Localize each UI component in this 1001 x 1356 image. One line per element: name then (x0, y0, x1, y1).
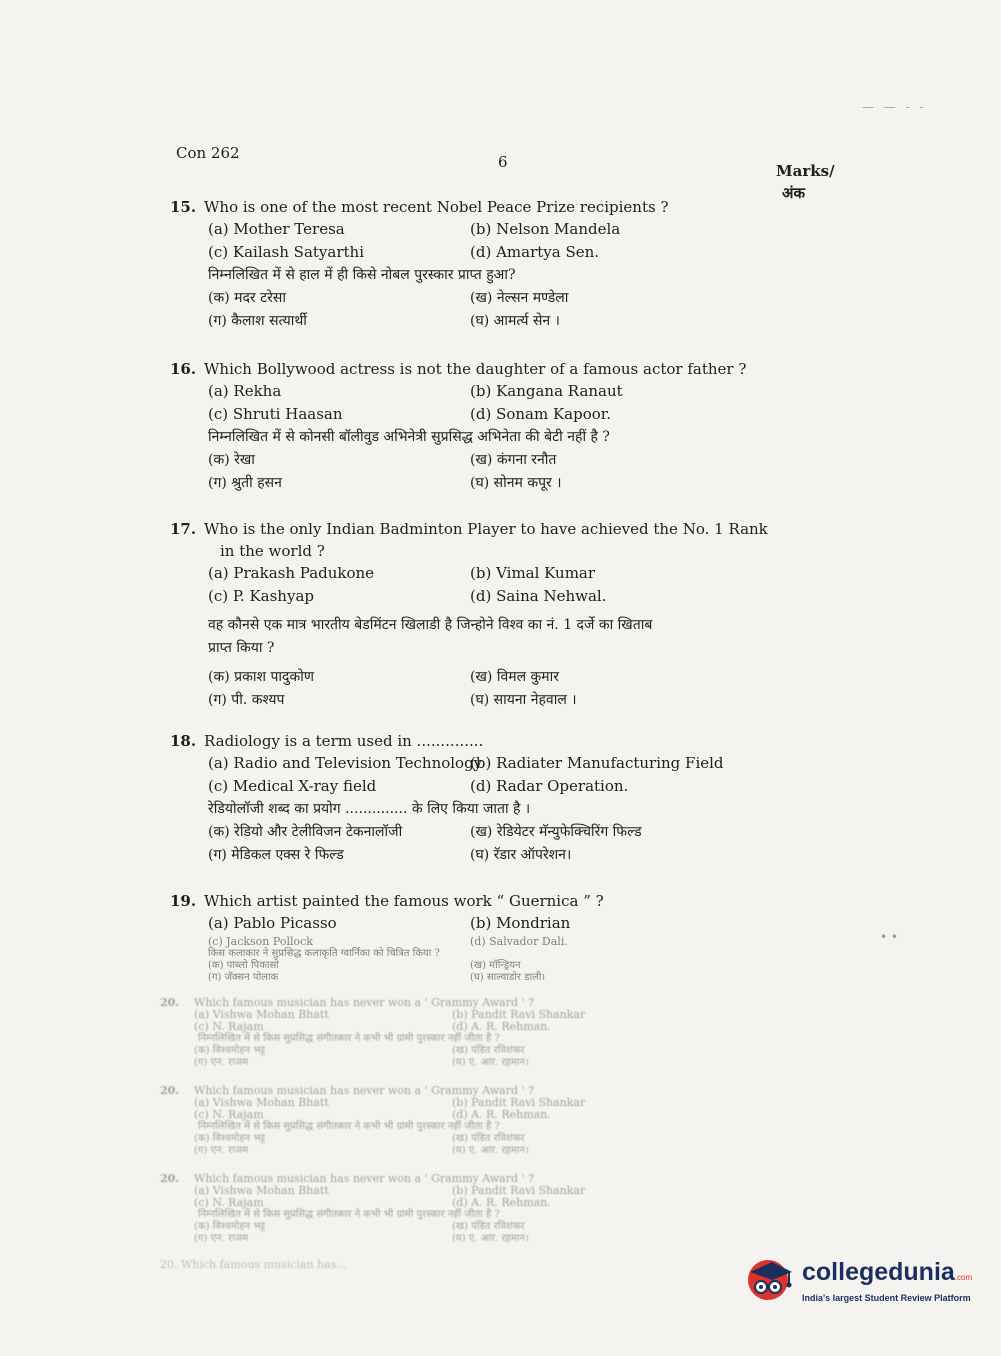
question-15 (170, 196, 770, 333)
option-ka: (क) विश्वमोहन भट्ट (194, 1045, 266, 1056)
option-a: (a) Vishwa Mohan Bhatt (194, 1184, 329, 1197)
option-d: (d) A. R. Rehman. (452, 1020, 551, 1033)
option-ga: (ग) पी. कश्यप (208, 692, 285, 708)
question-text: Who is one of the most recent Nobel Peace Prize recipients ? (204, 198, 669, 216)
logo-tagline: India's largest Student Review Platform (802, 1293, 971, 1303)
option-gha: (घ) सोनम कपूर । (470, 475, 562, 491)
option-ka: (क) रेखा (208, 452, 255, 468)
question-20-faded-3 (160, 1172, 760, 1245)
option-d: (d) Amartya Sen. (470, 243, 600, 261)
option-b: (b) Pandit Ravi Shankar (452, 1184, 586, 1197)
collegedunia-mascot-icon (742, 1254, 796, 1308)
option-b: (b) Mondrian (470, 914, 571, 932)
collegedunia-logo[interactable] (742, 1250, 972, 1312)
option-d: (d) Salvador Dali. (470, 935, 568, 948)
option-gha: (घ) ए. आर. रहमान। (452, 1145, 529, 1156)
question-text: Radiology is a term used in .............. (204, 732, 484, 750)
option-ga: (ग) कैलाश सत्यार्थी (208, 313, 307, 329)
scan-mark: — — - - (862, 100, 927, 114)
question-text: Which famous musician has never won a ' Grammy Award ' ? (194, 1084, 534, 1097)
question-text: Which famous musician has never won a ' Grammy Award ' ? (194, 1172, 534, 1185)
question-number: 18. (170, 732, 197, 750)
option-c: (c) N. Rajam (194, 1108, 264, 1121)
question-17 (170, 518, 770, 712)
option-b: (b) Pandit Ravi Shankar (452, 1008, 586, 1021)
option-gha: (घ) सायना नेहवाल । (470, 692, 577, 708)
logo-name: collegedunia (802, 1258, 955, 1286)
option-ka: (क) मदर टरेसा (208, 290, 286, 306)
option-a: (a) Prakash Padukone (208, 564, 375, 582)
logo-com: .com (954, 1273, 973, 1282)
option-ka: (क) विश्वमोहन भट्ट (194, 1133, 266, 1144)
question-text-hindi: वह कौनसे एक मात्र भारतीय बेडमिंटन खिलाडी है जिन्होने विश्व का नं. 1 दर्जे का खिताब (208, 617, 653, 633)
option-d: (d) Sonam Kapoor. (470, 405, 612, 423)
question-number: 20. (160, 996, 180, 1009)
question-text-hindi: निम्नलिखित में से किस सुप्रसिद्ध संगीतकार ने कभी भी ग्रामी पुरस्कार नहीं जीता है ? (198, 1121, 500, 1132)
question-text-hindi: निम्नलिखित में से कोनसी बॉलीवुड अभिनेत्री सुप्रसिद्ध अभिनेता की बेटी नहीं है ? (208, 429, 610, 445)
question-number: 20. (160, 1084, 180, 1097)
question-text-hindi-continued: प्राप्त किया ? (208, 640, 275, 656)
question-18 (170, 730, 770, 867)
question-text: Which famous musician has never won a ' Grammy Award ' ? (194, 996, 534, 1009)
option-ga: (ग) एन. राजम (194, 1233, 249, 1244)
option-a: (a) Pablo Picasso (208, 914, 337, 932)
option-c: (c) Kailash Satyarthi (208, 243, 365, 261)
option-gha: (घ) साल्वाडोर डाली। (470, 972, 546, 983)
option-kha: (ख) पंडित रविशंकर (452, 1133, 525, 1144)
option-ga: (ग) एन. राजम (194, 1057, 249, 1068)
question-number: 20. (160, 1172, 180, 1185)
option-kha: (ख) रेडियेटर मॅन्युफेक्चिरिंग फिल्ड (470, 824, 642, 840)
option-b: (b) Radiater Manufacturing Field (470, 754, 724, 772)
option-a: (a) Radio and Television Technology (208, 754, 483, 772)
option-ka: (क) विश्वमोहन भट्ट (194, 1221, 266, 1232)
marks-label-hi: अंक (782, 184, 805, 202)
option-d: (d) A. R. Rehman. (452, 1196, 551, 1209)
scan-mark: • • (880, 930, 898, 944)
option-b: (b) Pandit Ravi Shankar (452, 1096, 586, 1109)
option-ga: (ग) श्रुती हसन (208, 475, 282, 491)
page-number: 6 (498, 153, 508, 171)
option-gha: (घ) रॅडार ऑपरेशन। (470, 847, 572, 863)
question-number: 15. (170, 198, 197, 216)
option-ga: (ग) जॅक्सन पोलाक (208, 972, 279, 983)
cutoff-line: 20. Which famous musician has... (160, 1258, 347, 1271)
option-c: (c) N. Rajam (194, 1196, 264, 1209)
marks-column-header (776, 160, 835, 204)
question-text-hindi: निम्नलिखित में से किस सुप्रसिद्ध संगीतकार ने कभी भी ग्रामी पुरस्कार नहीं जीता है ? (198, 1033, 500, 1044)
question-text-hindi: निम्नलिखित में से किस सुप्रसिद्ध संगीतकार ने कभी भी ग्रामी पुरस्कार नहीं जीता है ? (198, 1209, 500, 1220)
option-d: (d) Saina Nehwal. (470, 587, 607, 605)
paper-code: Con 262 (176, 144, 240, 162)
option-c: (c) Jackson Pollock (208, 935, 313, 948)
option-ka: (क) पाब्लो पिकासो (208, 960, 279, 971)
option-c: (c) P. Kashyap (208, 587, 314, 605)
option-d: (d) Radar Operation. (470, 777, 629, 795)
option-gha: (घ) ए. आर. रहमान। (452, 1057, 529, 1068)
question-20-faded-1 (160, 996, 760, 1069)
option-ka: (क) प्रकाश पादुकोण (208, 669, 314, 685)
option-c: (c) Shruti Haasan (208, 405, 343, 423)
option-a: (a) Vishwa Mohan Bhatt (194, 1008, 329, 1021)
question-text: Who is the only Indian Badminton Player to have achieved the No. 1 Rank (204, 520, 768, 538)
question-text: Which artist painted the famous work “ Guernica ” ? (204, 892, 604, 910)
option-kha: (ख) विमल कुमार (470, 669, 560, 685)
question-19 (170, 890, 770, 984)
question-16 (170, 358, 770, 495)
option-b: (b) Nelson Mandela (470, 220, 621, 238)
question-text-hindi: रेडियोलॉजी शब्द का प्रयोग .............. के लिए किया जाता है । (208, 801, 531, 817)
option-gha: (घ) आमर्त्य सेन । (470, 313, 560, 329)
question-text-continued: in the world ? (220, 542, 325, 560)
option-a: (a) Mother Teresa (208, 220, 345, 238)
question-number: 16. (170, 360, 197, 378)
option-kha: (ख) मॉन्ड्रियन (470, 960, 521, 971)
option-c: (c) Medical X-ray field (208, 777, 377, 795)
option-b: (b) Kangana Ranaut (470, 382, 623, 400)
question-number: 19. (170, 892, 197, 910)
option-kha: (ख) कंगना रनौत (470, 452, 557, 468)
question-text: Which Bollywood actress is not the daughter of a famous actor father ? (204, 360, 747, 378)
option-ka: (क) रेडियो और टेलीविजन टेकनालॉजी (208, 824, 403, 840)
question-20-faded-2 (160, 1084, 760, 1157)
option-ga: (ग) मेडिकल एक्स रे फिल्ड (208, 847, 344, 863)
question-19-faded-part (170, 935, 770, 984)
option-kha: (ख) पंडित रविशंकर (452, 1221, 525, 1232)
option-b: (b) Vimal Kumar (470, 564, 596, 582)
option-c: (c) N. Rajam (194, 1020, 264, 1033)
option-a: (a) Vishwa Mohan Bhatt (194, 1096, 329, 1109)
option-d: (d) A. R. Rehman. (452, 1108, 551, 1121)
question-text-hindi: निम्नलिखित में से हाल में ही किसे नोबल पुरस्कार प्राप्त हुआ? (208, 267, 516, 283)
option-kha: (ख) पंडित रविशंकर (452, 1045, 525, 1056)
marks-label-en: Marks/ (776, 162, 835, 180)
option-ga: (ग) एन. राजम (194, 1145, 249, 1156)
option-gha: (घ) ए. आर. रहमान। (452, 1233, 529, 1244)
question-text-hindi: किस कलाकार ने सुप्रसिद्ध कलाकृति ग्वार्निका को चित्रित किया ? (208, 948, 440, 959)
question-number: 17. (170, 520, 197, 538)
option-kha: (ख) नेल्सन मण्डेला (470, 290, 569, 306)
option-a: (a) Rekha (208, 382, 282, 400)
